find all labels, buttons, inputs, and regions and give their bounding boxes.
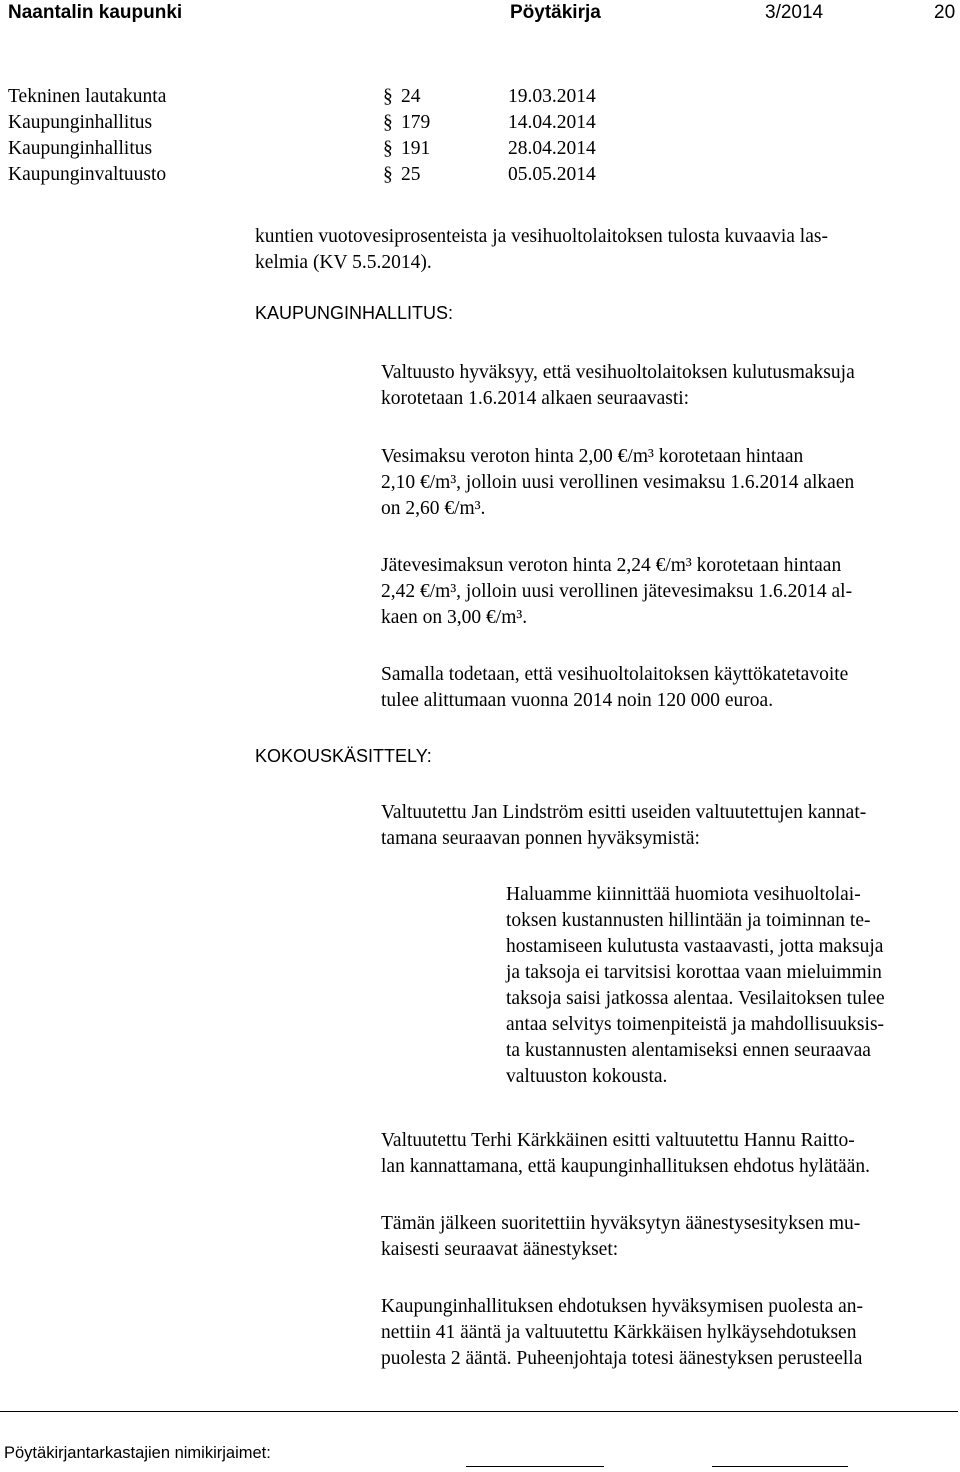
text-line: toksen kustannusten hillintään ja toiminnan te-	[506, 910, 871, 931]
text-line: Haluamme kiinnittää huomiota vesihuoltolai-	[506, 884, 861, 905]
text-line: Valtuutettu Terhi Kärkkäinen esitti valtuutettu Hannu Raitto-	[381, 1130, 855, 1151]
text-line: Valtuusto hyväksyy, että vesihuoltolaitoksen kulutusmaksuja	[381, 362, 855, 383]
text-line: kaisesti seuraavat äänestykset:	[381, 1239, 619, 1260]
municipality-name: Naantalin kaupunki	[8, 2, 183, 23]
intro-paragraph	[255, 224, 828, 276]
section-heading-kaupunginhallitus: KAUPUNGINHALLITUS:	[255, 303, 454, 323]
text-line: nettiin 41 ääntä ja valtuutettu Kärkkäisen hylkäysehdotuksen	[381, 1322, 857, 1343]
text-line: Kaupunginhallituksen ehdotuksen hyväksymisen puolesta an-	[381, 1296, 863, 1317]
text-line: lan kannattamana, että kaupunginhallituksen ehdotus hylätään.	[381, 1156, 870, 1177]
text-line: Vesimaksu veroton hinta 2,00 €/m³ korotetaan hintaan	[381, 446, 804, 467]
text-line: ja taksoja ei tarvitsisi korottaa vaan mieluimmin	[506, 962, 882, 983]
reference-number: 25	[401, 164, 421, 185]
text-line: puolesta 2 ääntä. Puheenjohtaja totesi äänestyksen perusteella	[381, 1348, 863, 1369]
text-line: 2,42 €/m³, jolloin uusi verollinen jätevesimaksu 1.6.2014 al-	[381, 581, 853, 602]
text-line: taksoja saisi jatkossa alentaa. Vesilaitoksen tulee	[506, 988, 885, 1009]
reference-date: 05.05.2014	[508, 164, 596, 185]
text-line: korotetaan 1.6.2014 alkaen seuraavasti:	[381, 388, 690, 409]
kh-paragraph-1	[381, 360, 855, 412]
section-sign: §	[383, 112, 393, 133]
page-number: 20	[934, 2, 956, 23]
reference-number: 24	[401, 86, 421, 107]
text-line: 2,10 €/m³, jolloin uusi verollinen vesimaksu 1.6.2014 alkaen	[381, 472, 855, 493]
reference-body: Kaupunginhallitus	[8, 138, 153, 159]
reference-body: Kaupunginhallitus	[8, 112, 153, 133]
kh-paragraph-3	[381, 553, 852, 631]
kh-paragraph-4	[381, 662, 848, 714]
kokous-paragraph-3	[381, 1211, 860, 1263]
text-line: tulee alittumaan vuonna 2014 noin 120 000 euroa.	[381, 690, 774, 711]
signature-line	[712, 1466, 848, 1467]
text-line: Jätevesimaksun veroton hinta 2,24 €/m³ korotetaan hintaan	[381, 555, 842, 576]
section-sign: §	[383, 138, 393, 159]
text-line: Samalla todetaan, että vesihuoltolaitoksen käyttökatetavoite	[381, 664, 849, 685]
text-line: kuntien vuotovesiprosenteista ja vesihuoltolaitoksen tulosta kuvaavia las-	[255, 226, 828, 247]
kokous-paragraph-2	[381, 1128, 870, 1180]
reference-date: 14.04.2014	[508, 112, 596, 133]
document-type: Pöytäkirja	[510, 2, 601, 23]
text-line: Tämän jälkeen suoritettiin hyväksytyn äänestysesityksen mu-	[381, 1213, 861, 1234]
text-line: on 2,60 €/m³.	[381, 498, 486, 519]
text-line: hostamiseen kulutusta vastaavasti, jotta maksuja	[506, 936, 884, 957]
reference-body: Kaupunginvaltuusto	[8, 164, 167, 185]
reference-date: 19.03.2014	[508, 86, 596, 107]
reference-number: 179	[401, 112, 431, 133]
text-line: valtuuston kokousta.	[506, 1066, 668, 1087]
document-number: 3/2014	[765, 2, 824, 23]
signature-line	[466, 1466, 604, 1467]
reference-number: 191	[401, 138, 431, 159]
kokous-paragraph-4	[381, 1294, 863, 1372]
section-sign: §	[383, 86, 393, 107]
text-line: antaa selvitys toimenpiteistä ja mahdollisuuksis-	[506, 1014, 885, 1035]
text-line: tamana seuraavan ponnen hyväksymistä:	[381, 828, 700, 849]
footer-divider	[0, 1411, 958, 1412]
text-line: Valtuutettu Jan Lindström esitti useiden valtuutettujen kannat-	[381, 802, 867, 823]
footer-label: Pöytäkirjantarkastajien nimikirjaimet:	[4, 1444, 271, 1462]
text-line: ta kustannusten alentamiseksi ennen seuraavaa	[506, 1040, 871, 1061]
reference-date: 28.04.2014	[508, 138, 596, 159]
section-heading-kokouskasittely: KOKOUSKÄSITTELY:	[255, 746, 432, 766]
section-sign: §	[383, 164, 393, 185]
text-line: kelmia (KV 5.5.2014).	[255, 252, 432, 273]
reference-body: Tekninen lautakunta	[8, 86, 167, 107]
text-line: kaen on 3,00 €/m³.	[381, 607, 528, 628]
kokous-paragraph-1	[381, 800, 866, 852]
motion-quote	[506, 882, 885, 1090]
kh-paragraph-2	[381, 444, 854, 522]
